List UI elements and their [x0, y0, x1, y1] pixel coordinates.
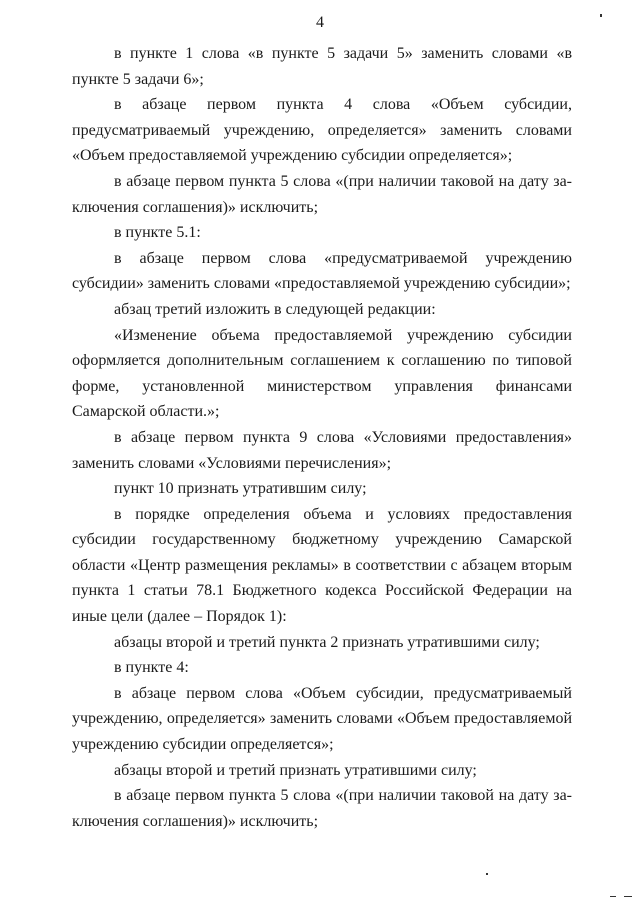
page-number: 4 [316, 14, 324, 31]
paragraph: пункт 10 признать утратившим силу; [114, 480, 367, 498]
paragraph: «Изменение объема предоставляемой учреждению субсидии оформляется дополнительным соглашением к соглашению по типовой форме, установленной министерством управления финансами Самарской области.»; [72, 326, 572, 421]
paragraph: в абзаце первом пункта 9 слова «Условиями предоставления» заменить словами «Условиями перечисления»; [72, 428, 572, 472]
paragraph: в пункте 4: [114, 659, 189, 677]
scan-speck [600, 14, 602, 17]
paragraph: в порядке определения объема и условиях предоставления субсидии государственному бюджетному учреждению Самарской области «Центр размещения рекламы» в соответствии с абзацем вторым пункта 1 статьи 78.1 Бюджетного кодекса Российской Федерации на иные цели (далее – Порядок 1): [72, 505, 572, 626]
paragraph: абзацы второй и третий признать утратившими силу; [114, 761, 477, 779]
paragraph: в абзаце первом слова «предусматриваемой учреждению субсидии» заменить словами «предоставляемой учреждению субсидии»; [72, 249, 572, 293]
paragraph: в пункте 1 слова «в пункте 5 задачи 5» заменить словами «в пункте 5 задачи 6»; [72, 45, 572, 88]
paragraph: в абзаце первом пункта 4 слова «Объем субсидии, предусматриваемый учреждению, определяется» заменить словами «Объем предоставляемой учреждению субсидии определяется»; [72, 96, 572, 165]
scan-speck [610, 896, 616, 897]
paragraph: абзац третий изложить в следующей редакции: [114, 300, 436, 318]
paragraph: в пункте 5.1: [114, 224, 201, 242]
paragraph: в абзаце первом пункта 5 слова «(при наличии таковой на дату заключения соглашения)» исключить; [72, 787, 572, 830]
paragraph: абзацы второй и третий пункта 2 признать утратившими силу; [114, 633, 540, 651]
paragraph: в абзаце первом пункта 5 слова «(при наличии таковой на дату заключения соглашения)» исключить; [72, 172, 572, 216]
document-body [72, 41, 572, 834]
scan-speck [624, 896, 632, 897]
scan-speck [486, 873, 488, 875]
paragraph: в абзаце первом слова «Объем субсидии, предусматриваемый учреждению, определяется» заменить словами «Объем предоставляемой учреждению субсидии определяется»; [72, 684, 572, 754]
